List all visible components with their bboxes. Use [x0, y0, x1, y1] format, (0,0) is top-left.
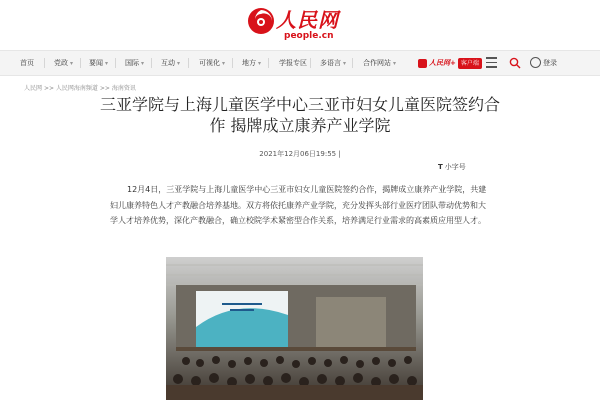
- chevron-down-icon: ▾: [177, 60, 181, 67]
- login-button[interactable]: 登录: [530, 51, 557, 75]
- user-icon: [530, 57, 541, 68]
- nav-item-academic[interactable]: 学报专区: [279, 59, 307, 67]
- logo-text: 人民网: [276, 8, 339, 32]
- main-nav: [0, 50, 600, 76]
- chevron-down-icon: ▾: [258, 60, 262, 67]
- nav-item-local[interactable]: 地方 ▾: [242, 59, 262, 67]
- nav-item-home[interactable]: 首页: [20, 59, 34, 67]
- article-photo: [166, 257, 423, 400]
- breadcrumb-home[interactable]: 人民网: [24, 85, 43, 92]
- article-datetime: 2021年12月06日19:55 |: [259, 150, 341, 158]
- site-logo[interactable]: [246, 4, 356, 44]
- nav-item-party[interactable]: 党政 ▾: [54, 59, 74, 67]
- article-title: 三亚学院与上海儿童医学中心三亚市妇女儿童医院签约合作 揭牌成立康养产业学院: [100, 95, 501, 135]
- logo-bar: [0, 0, 600, 48]
- font-size-toggle[interactable]: T 小字号: [438, 163, 466, 171]
- chevron-down-icon: ▾: [141, 60, 145, 67]
- logo-domain: people.cn: [284, 31, 334, 41]
- app-download-button[interactable]: 人民网+ 客户端: [418, 56, 482, 70]
- breadcrumb-channel[interactable]: 人民网海南频道: [55, 85, 98, 92]
- nav-item-news[interactable]: 要闻 ▾: [89, 59, 109, 67]
- nav-item-interactive[interactable]: 互动 ▾: [161, 59, 181, 67]
- app-logo-icon: [418, 59, 427, 68]
- nav-item-visual[interactable]: 可视化 ▾: [199, 59, 226, 67]
- chevron-down-icon: ▾: [343, 60, 347, 67]
- chevron-down-icon: ▾: [222, 60, 226, 67]
- nav-item-languages[interactable]: 多语言 ▾: [320, 59, 347, 67]
- search-icon[interactable]: [509, 57, 521, 69]
- nav-item-partners[interactable]: 合作网站 ▾: [363, 59, 397, 67]
- chevron-down-icon: ▾: [393, 60, 397, 67]
- breadcrumb-section[interactable]: 海南资讯: [111, 85, 136, 92]
- chevron-down-icon: ▾: [70, 60, 74, 67]
- breadcrumb: 人民网 >> 人民网海南频道 >> 海南资讯: [24, 85, 136, 92]
- nav-item-intl[interactable]: 国际 ▾: [125, 59, 145, 67]
- logo-swirl-icon: [246, 6, 276, 36]
- menu-icon[interactable]: [486, 57, 497, 69]
- text-size-icon: T: [438, 163, 443, 171]
- chevron-down-icon: ▾: [105, 60, 109, 67]
- article-paragraph: 12月4日，三亚学院与上海儿童医学中心三亚市妇女儿童医院签约合作，揭牌成立康养产业学院，共建妇儿康养特色人才产教融合培养基地。双方将依托康养产业学院，充分发挥头部行业医疗团队带动优势和大学人才培养优势，深化产教融合，确立校院学术紧密型合作关系，培养满足行业需求的高素质应用型人才。: [110, 185, 487, 225]
